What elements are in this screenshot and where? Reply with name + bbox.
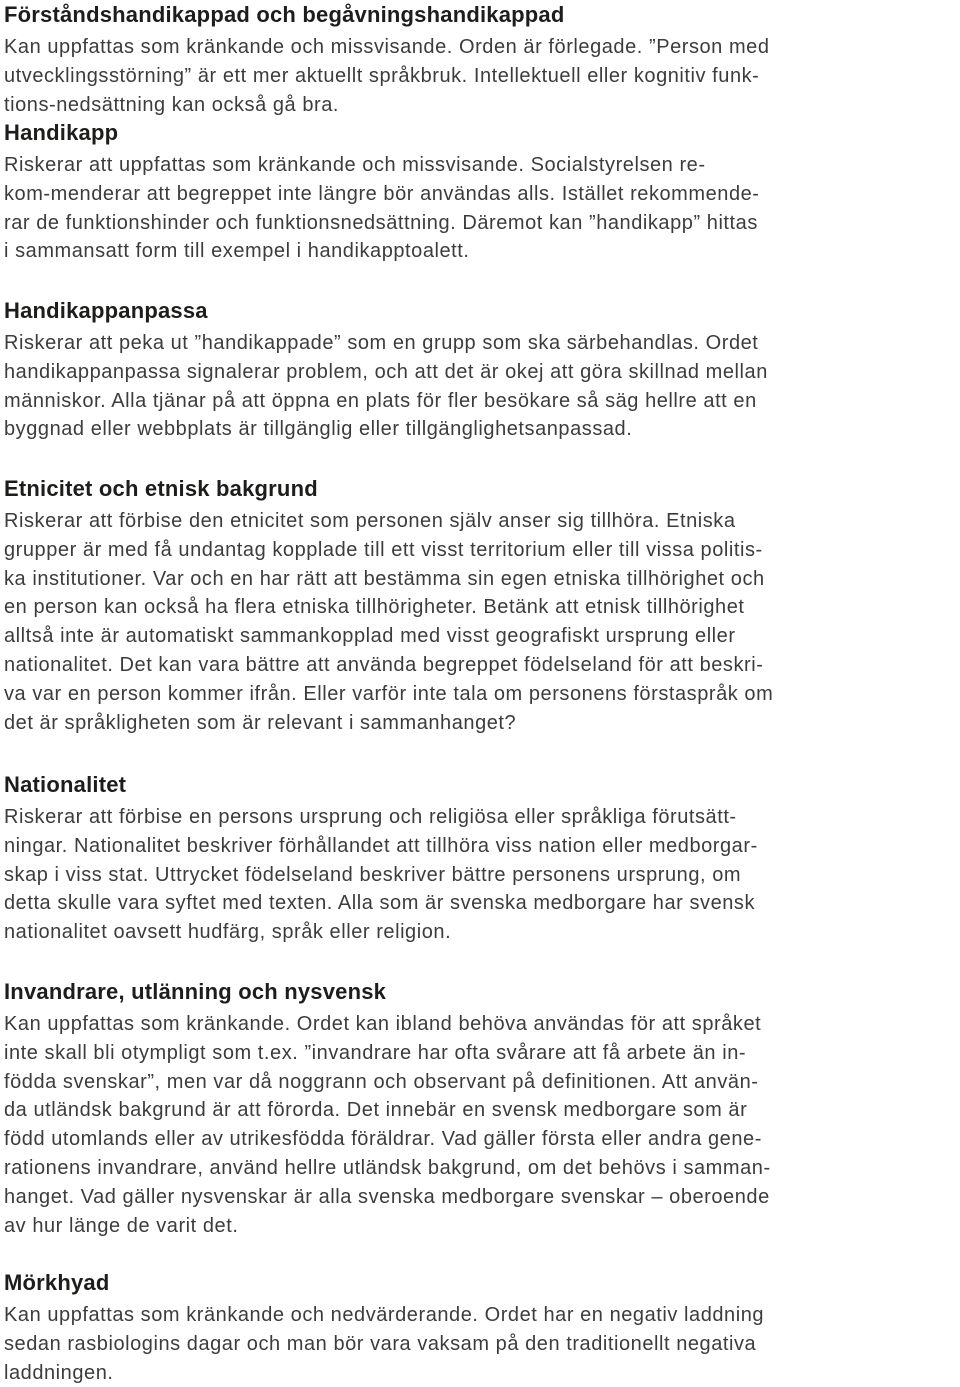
body-line: nationalitet oavsett hudfärg, språk eller religion. [4,921,452,944]
body-line: Riskerar att förbise den etnicitet som personen själv anser sig tillhöra. Etniska [4,510,736,532]
section-body [4,151,956,266]
body-line: laddningen. [4,1361,114,1384]
body-line: en person kan också ha flera etniska tillhörigheter. Betänk att etnisk tillhörighet [4,596,745,619]
section-forstandshandikappad [4,0,956,119]
body-line: da utländsk bakgrund är att förorda. Det innebär en svensk medborgare som är [4,1099,748,1122]
section-morkhyad [4,1268,956,1387]
section-body [4,803,956,947]
section-etnicitet [4,474,956,737]
body-line: Kan uppfattas som kränkande och missvisande. Orden är förlegade. ”Person med [4,36,770,58]
section-heading: Handikappanpassa [4,298,208,323]
section-handikapp [4,118,956,266]
body-line: handikappanpassa signalerar problem, och att det är okej att göra skillnad mellan [4,360,768,383]
body-line: född utomlands eller av utrikesfödda föräldrar. Vad gäller första eller andra gene- [4,1128,762,1151]
section-body [4,329,956,444]
body-line: rar de funktionshinder och funktionsnedsättning. Däremot kan ”handikapp” hittas [4,211,758,234]
section-invandrare [4,977,956,1240]
body-line: hanget. Vad gäller nysvenskar är alla svenska medborgare svenskar – oberoende [4,1185,770,1208]
section-heading: Nationalitet [4,772,127,797]
body-line: Riskerar att förbise en persons ursprung och religiösa eller språkliga förutsätt- [4,806,737,828]
body-line: kom-menderar att begreppet inte längre bör användas alls. Istället rekommende- [4,182,760,205]
body-line: alltså inte är automatiskt sammankopplad med visst geografiskt ursprung eller [4,625,736,648]
section-body [4,33,956,119]
body-line: grupper är med få undantag kopplade till ett visst territorium eller till vissa politis- [4,538,763,561]
body-line: detta skulle vara syftet med texten. Alla som är svenska medborgare har svensk [4,892,756,915]
body-line: rationens invandrare, använd hellre utländsk bakgrund, om det behövs i samman- [4,1156,771,1179]
body-line: nationalitet. Det kan vara bättre att använda begreppet födelseland för att beskri- [4,653,764,676]
section-heading: Invandrare, utlänning och nysvensk [4,979,387,1004]
body-line: i sammansatt form till exempel i handikapptoalett. [4,240,470,263]
body-line: Kan uppfattas som kränkande och nedvärderande. Ordet har en negativ laddning [4,1304,765,1326]
section-body [4,507,956,737]
section-body [4,1301,956,1387]
section-body [4,1010,956,1240]
body-line: ka institutioner. Var och en har rätt att bestämma sin egen etniska tillhörighet och [4,567,765,590]
body-line: va var en person kommer ifrån. Eller varför inte tala om personens förstaspråk om [4,682,774,705]
body-line: Kan uppfattas som kränkande. Ordet kan ibland behöva användas för att språket [4,1013,762,1035]
body-line: skap i viss stat. Uttrycket födelseland beskriver bättre personens ursprung, om [4,863,742,886]
body-line: sedan rasbiologins dagar och man bör vara vaksam på den traditionellt negativa [4,1332,757,1355]
section-heading: Mörkhyad [4,1270,110,1295]
body-line: människor. Alla tjänar på att öppna en plats för fler besökare så säg hellre att en [4,389,757,412]
body-line: tions-nedsättning kan också gå bra. [4,93,340,116]
body-line: Riskerar att peka ut ”handikappade” som en grupp som ska särbehandlas. Ordet [4,332,759,354]
body-line: utvecklingsstörning” är ett mer aktuellt språkbruk. Intellektuell eller kognitiv funk- [4,64,760,87]
section-heading: Förståndshandikappad och begåvningshandikappad [4,2,565,27]
section-heading: Handikapp [4,120,119,145]
body-line: av hur länge de varit det. [4,1214,239,1237]
body-line: inte skall bli otympligt som t.ex. ”invandrare har ofta svårare att få arbete än in- [4,1041,747,1064]
section-handikappanpassa [4,296,956,444]
body-line: ningar. Nationalitet beskriver förhållandet att tillhöra viss nation eller medborgar- [4,834,758,857]
body-line: Riskerar att uppfattas som kränkande och missvisande. Socialstyrelsen re- [4,154,706,176]
body-line: det är språkligheten som är relevant i sammanhanget? [4,711,517,734]
body-line: födda svenskar”, men var då noggrann och observant på definitionen. Att använ- [4,1070,759,1093]
section-heading: Etnicitet och etnisk bakgrund [4,476,318,501]
body-line: byggnad eller webbplats är tillgänglig eller tillgänglighetsanpassad. [4,418,633,441]
section-nationalitet [4,770,956,947]
